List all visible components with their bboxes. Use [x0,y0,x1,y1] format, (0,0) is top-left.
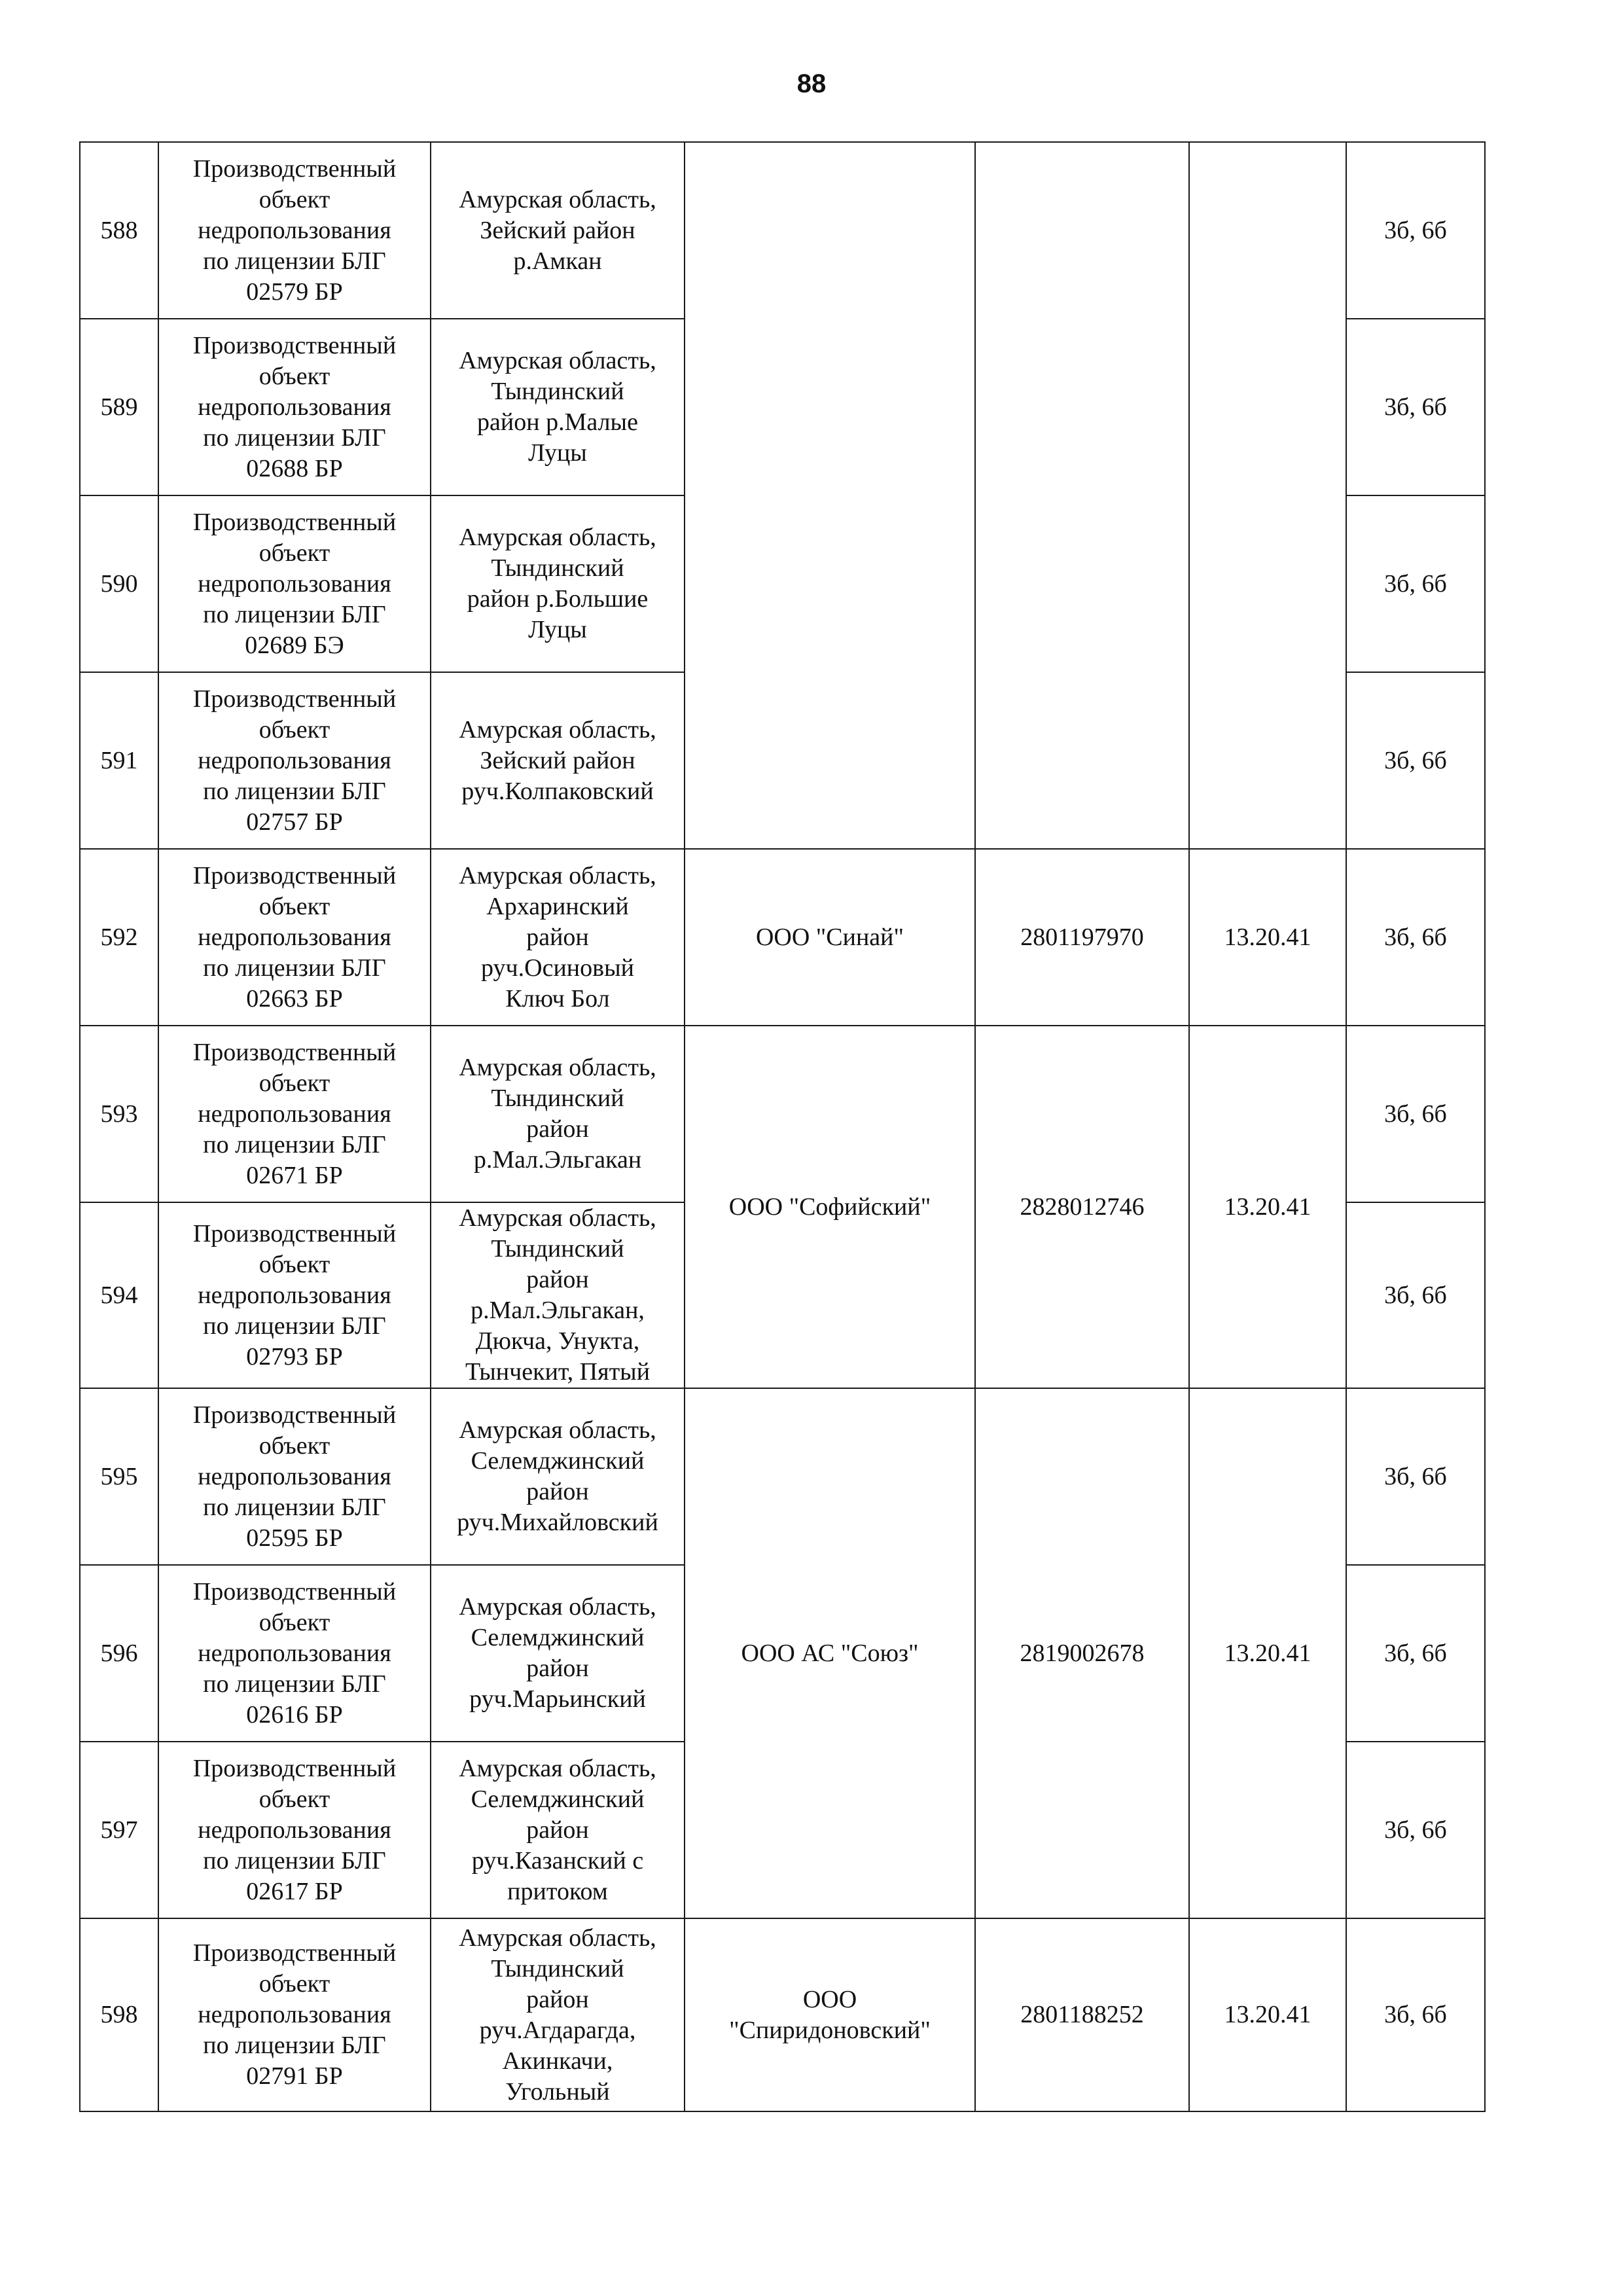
hazard-class: 3б, 6б [1346,1565,1485,1742]
organization-name: ООО "Синай" [685,849,975,1026]
object-name: Производственный объект недропользования по лицензии БЛГ 02595 БР [158,1388,431,1565]
object-location: Амурская область, Тындинский район руч.Агдарагда, Акинкачи, Угольный [431,1918,685,2111]
row-number: 598 [80,1918,158,2111]
table-row [80,1388,1485,1565]
organization-cell-empty [685,142,975,849]
organization-okved: 13.20.41 [1189,1918,1346,2111]
object-location: Амурская область, Селемджинский район руч.Марьинский [431,1565,685,1742]
row-number: 596 [80,1565,158,1742]
object-name: Производственный объект недропользования по лицензии БЛГ 02689 БЭ [158,495,431,672]
inn-cell-empty [975,142,1189,849]
hazard-class: 3б, 6б [1346,319,1485,495]
row-number: 588 [80,142,158,319]
organization-inn: 2801197970 [975,849,1189,1026]
object-location: Амурская область, Тындинский район р.Мал.Эльгакан, Дюкча, Унукта, Тынчекит, Пятый [431,1202,685,1388]
table-row [80,142,1485,319]
page-number: 88 [796,69,827,98]
hazard-class: 3б, 6б [1346,1742,1485,1918]
hazard-class: 3б, 6б [1346,1388,1485,1565]
object-location: Амурская область, Селемджинский район руч.Казанский с притоком [431,1742,685,1918]
object-location: Амурская область, Зейский район руч.Колпаковский [431,672,685,849]
object-name: Производственный объект недропользования по лицензии БЛГ 02671 БР [158,1026,431,1202]
object-location: Амурская область, Тындинский район р.Большие Луцы [431,495,685,672]
organization-name: ООО АС "Союз" [685,1388,975,1918]
object-name: Производственный объект недропользования по лицензии БЛГ 02579 БР [158,142,431,319]
row-number: 594 [80,1202,158,1388]
object-location: Амурская область, Архаринский район руч.Осиновый Ключ Бол [431,849,685,1026]
organization-okved: 13.20.41 [1189,849,1346,1026]
organization-name: ООО "Спиридоновский" [685,1918,975,2111]
object-location: Амурская область, Тындинский район р.Мал.Эльгакан [431,1026,685,1202]
row-number: 593 [80,1026,158,1202]
hazard-class: 3б, 6б [1346,1918,1485,2111]
row-number: 595 [80,1388,158,1565]
row-number: 591 [80,672,158,849]
hazard-class: 3б, 6б [1346,672,1485,849]
object-location: Амурская область, Зейский район р.Амкан [431,142,685,319]
table-row [80,849,1485,1026]
object-name: Производственный объект недропользования по лицензии БЛГ 02663 БР [158,849,431,1026]
organization-inn: 2828012746 [975,1026,1189,1388]
object-name: Производственный объект недропользования по лицензии БЛГ 02757 БР [158,672,431,849]
hazard-class: 3б, 6б [1346,142,1485,319]
organization-okved: 13.20.41 [1189,1026,1346,1388]
table-row [80,1026,1485,1202]
organization-name: ООО "Софийский" [685,1026,975,1388]
registry-table [79,141,1486,2112]
object-name: Производственный объект недропользования по лицензии БЛГ 02688 БР [158,319,431,495]
object-name: Производственный объект недропользования по лицензии БЛГ 02793 БР [158,1202,431,1388]
row-number: 592 [80,849,158,1026]
hazard-class: 3б, 6б [1346,849,1485,1026]
organization-inn: 2801188252 [975,1918,1189,2111]
object-location: Амурская область, Тындинский район р.Малые Луцы [431,319,685,495]
object-name: Производственный объект недропользования по лицензии БЛГ 02617 БР [158,1742,431,1918]
okved-cell-empty [1189,142,1346,849]
hazard-class: 3б, 6б [1346,1026,1485,1202]
table-row [80,1918,1485,2111]
row-number: 589 [80,319,158,495]
row-number: 597 [80,1742,158,1918]
object-location: Амурская область, Селемджинский район руч.Михайловский [431,1388,685,1565]
organization-inn: 2819002678 [975,1388,1189,1918]
organization-okved: 13.20.41 [1189,1388,1346,1918]
object-name: Производственный объект недропользования по лицензии БЛГ 02616 БР [158,1565,431,1742]
hazard-class: 3б, 6б [1346,1202,1485,1388]
object-name: Производственный объект недропользования по лицензии БЛГ 02791 БР [158,1918,431,2111]
row-number: 590 [80,495,158,672]
hazard-class: 3б, 6б [1346,495,1485,672]
